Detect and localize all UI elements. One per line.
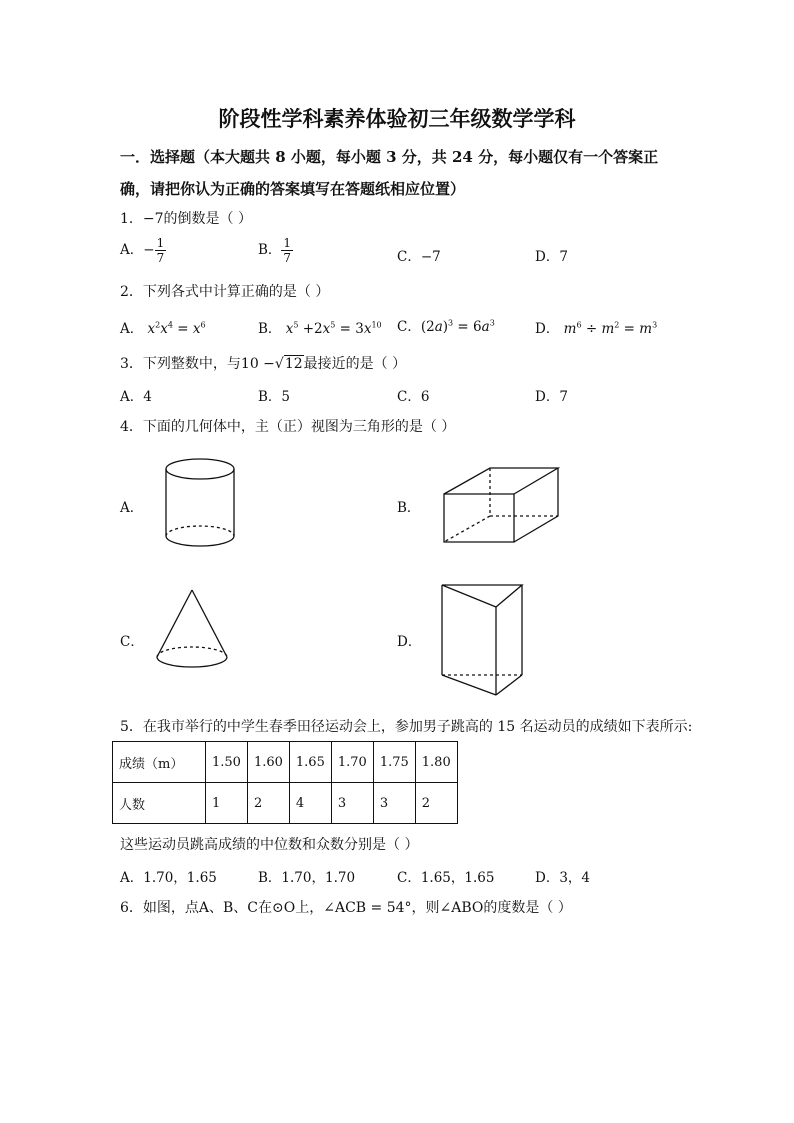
table-cell: 1.80 <box>415 742 457 783</box>
q3-option-a[interactable]: A．4 <box>120 389 152 405</box>
table-cell: 1 <box>206 783 248 824</box>
q5-option-b[interactable]: B．1.70，1.70 <box>258 870 356 886</box>
q2-option-b[interactable]: B． $x^5 +2x^5 = 3x^{10}$ <box>258 320 382 337</box>
q1-option-a-sign: − <box>143 242 155 258</box>
q1-option-a-label: A． <box>120 242 144 258</box>
q2-option-d-label: D． <box>535 321 560 337</box>
q5-option-a[interactable]: A．1.70，1.65 <box>120 870 217 886</box>
q2-option-c[interactable]: C．$(2a)^3 = 6a^3$ <box>397 318 495 335</box>
table-cell: 1.70 <box>331 742 373 783</box>
page-title: 阶段性学科素养体验初三年级数学学科 <box>218 106 576 131</box>
triangular-prism-figure[interactable] <box>438 581 528 701</box>
table-header-count: 人数 <box>113 783 206 824</box>
q2-option-a-label: A． <box>120 321 144 337</box>
q2-option-d[interactable]: D． $m^6 \div m^2 = m^3$ <box>535 320 658 337</box>
question-3-stem: 3．下列整数中，与10 −√12最接近的是（ ） <box>120 356 407 372</box>
q3-option-c[interactable]: C．6 <box>397 389 430 405</box>
q1-option-a-fraction <box>155 236 167 265</box>
cylinder-figure[interactable] <box>160 456 240 556</box>
q4-option-c[interactable]: C． <box>120 634 144 650</box>
q2-option-c-label: C． <box>397 319 421 335</box>
table-cell: 1.60 <box>247 742 289 783</box>
q1-option-b-label: B． <box>258 242 282 258</box>
q3-option-d[interactable]: D．7 <box>535 389 568 405</box>
section-heading-line2: 确，请把你认为正确的答案填写在答题纸相应位置） <box>120 180 466 198</box>
q1-b-numerator: 1 <box>283 236 292 250</box>
question-1-stem: 1．−7的倒数是（ ） <box>120 211 252 227</box>
table-cell: 4 <box>289 783 331 824</box>
q1-option-b-fraction <box>281 236 293 265</box>
question-5-followup: 这些运动员跳高成绩的中位数和众数分别是（ ） <box>120 837 419 853</box>
q1-a-numerator: 1 <box>156 236 165 250</box>
table-cell: 1.50 <box>206 742 248 783</box>
q1-option-a[interactable] <box>120 236 166 265</box>
q1-option-c[interactable]: C．−7 <box>397 249 441 265</box>
q1-a-denominator: 7 <box>156 251 165 265</box>
table-row <box>113 742 458 783</box>
q3-stem-post: 最接近的是（ ） <box>303 356 407 372</box>
table-cell: 1.65 <box>289 742 331 783</box>
table-cell: 3 <box>373 783 415 824</box>
table-cell: 3 <box>331 783 373 824</box>
results-table <box>112 741 458 824</box>
q4-option-d[interactable]: D． <box>397 634 422 650</box>
question-5-stem: 5．在我市举行的中学生春季田径运动会上，参加男子跳高的 15 名运动员的成绩如下表所示: <box>120 719 693 735</box>
q3-stem-pre: 3．下列整数中，与10 − <box>120 356 275 372</box>
question-4-stem: 4．下面的几何体中，主（正）视图为三角形的是（ ） <box>120 419 456 435</box>
question-6-stem: 6．如图，点A、B、C在⊙O上，∠ACB = 54°，则∠ABO的度数是（ ） <box>120 900 572 916</box>
table-cell: 2 <box>415 783 457 824</box>
q5-option-c[interactable]: C．1.65，1.65 <box>397 870 495 886</box>
q5-option-d[interactable]: D．3，4 <box>535 870 591 886</box>
q4-option-a[interactable]: A． <box>120 500 144 516</box>
table-cell: 2 <box>247 783 289 824</box>
q2-option-a[interactable]: A． $x^2x^4 = x^6$ <box>120 320 206 337</box>
q1-option-d[interactable]: D．7 <box>535 249 568 265</box>
q3-option-b[interactable]: B．5 <box>258 389 291 405</box>
q1-option-b[interactable] <box>258 236 293 265</box>
section-heading-line1: 一．选择题（本大题共 8 小题，每小题 3 分，共 24 分，每小题仅有一个答案正 <box>120 148 659 166</box>
q2-option-b-label: B． <box>258 321 282 337</box>
table-row <box>113 783 458 824</box>
q1-b-denominator: 7 <box>283 251 292 265</box>
question-2-stem: 2．下列各式中计算正确的是（ ） <box>120 284 330 300</box>
table-header-grade: 成绩（m） <box>113 742 206 783</box>
table-cell: 1.75 <box>373 742 415 783</box>
q4-option-b[interactable]: B． <box>397 500 421 516</box>
rectangular-prism-figure[interactable] <box>438 462 562 546</box>
q3-radicand: 12 <box>284 356 303 372</box>
cone-figure[interactable] <box>152 585 232 675</box>
